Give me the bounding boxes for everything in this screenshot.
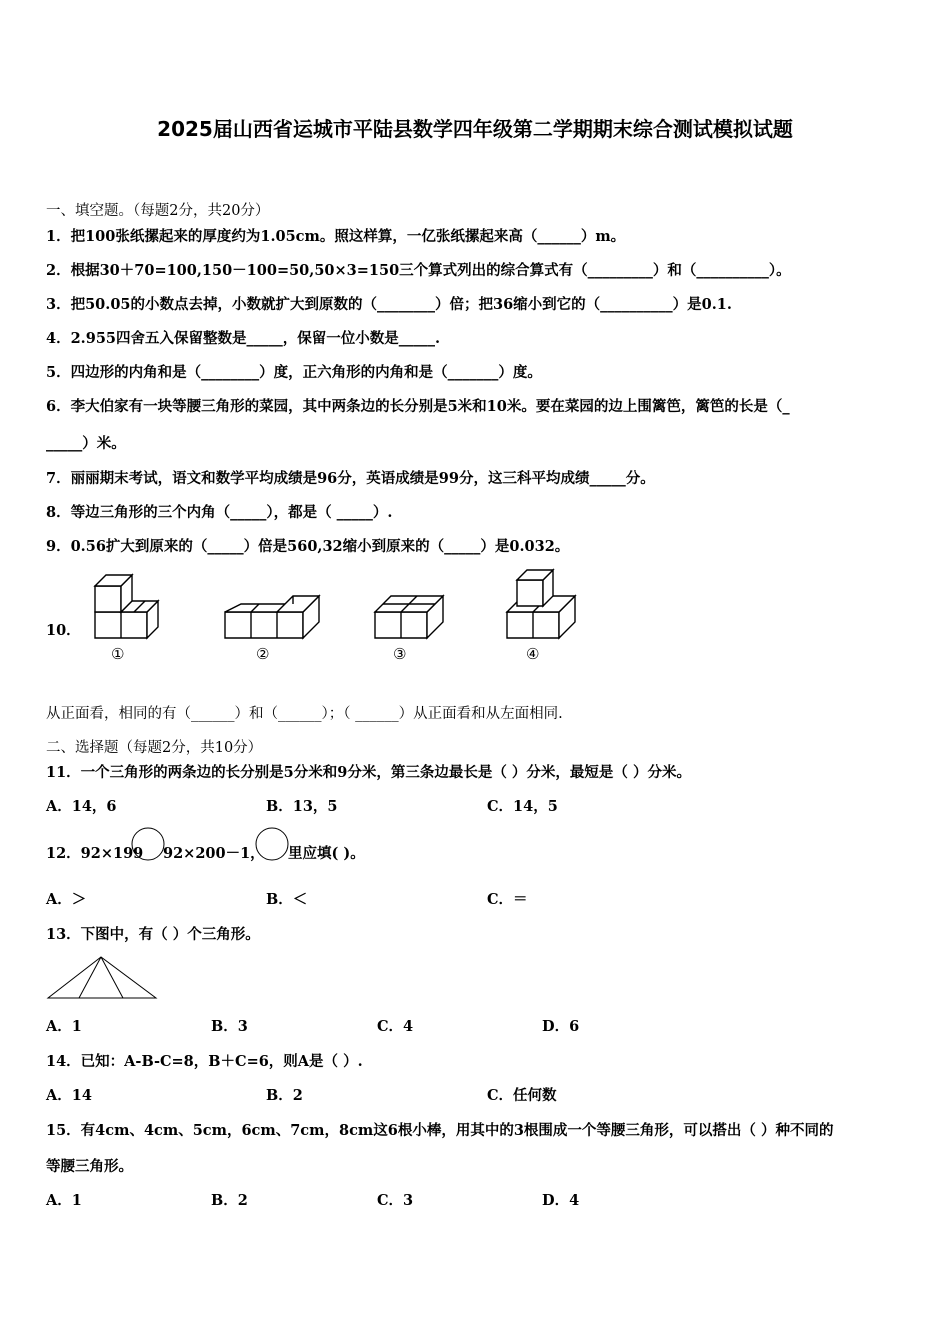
figure-label-1: ①: [111, 645, 125, 663]
question-2: 2．根据30＋70=100,150－100=50,50×3=150三个算式列出的综合算式有（_________）和（__________）。: [46, 262, 791, 279]
question-7: 7．丽丽期末考试，语文和数学平均成绩是96分，英语成绩是99分，这三科平均成绩_____分。: [46, 470, 655, 487]
question-12-part-c: 里应填( )。: [288, 845, 365, 862]
figure-label-2: ②: [256, 645, 270, 663]
question-5: 5．四边形的内角和是（________）度，正六角形的内角和是（_______）度。: [46, 364, 542, 381]
question-9: 9．0.56扩大到原来的（_____）倍是560,32缩小到原来的（_____）是0.032。: [46, 538, 570, 555]
question-13: 13．下图中，有（ ）个三角形。: [46, 926, 260, 943]
question-1: 1．把100张纸摞起来的厚度约为1.05cm。照这样算，一亿张纸摞起来高（______）m。: [46, 228, 626, 245]
q15-option-d: D．4: [542, 1192, 580, 1209]
q15-option-b: B．2: [211, 1192, 248, 1209]
q12-option-a: A．＞: [46, 891, 87, 908]
figure-label-3: ③: [393, 645, 407, 663]
q13-option-a: A．1: [46, 1018, 82, 1035]
cube-figure-1: [90, 575, 170, 641]
q14-option-c: C．任何数: [487, 1087, 557, 1104]
question-12-part-a: 12．92×199: [46, 845, 144, 862]
question-10-text: 从正面看，相同的有（______）和（______）；（ ______）从正面看和从左面相同.: [46, 706, 563, 722]
q13-option-b: B．3: [211, 1018, 248, 1035]
q13-option-c: C．4: [377, 1018, 414, 1035]
question-3: 3．把50.05的小数点去掉，小数就扩大到原数的（________）倍；把36缩小到它的（__________）是0.1.: [46, 296, 732, 313]
cube-figure-3: [372, 593, 448, 641]
q11-option-b: B．13，5: [266, 798, 338, 815]
section-heading-choice: 二、选择题（每题2分，共10分）: [46, 740, 263, 756]
q11-option-a: A．14，6: [46, 798, 117, 815]
question-6-cont: _____）米。: [46, 435, 126, 452]
question-12-part-b: 92×200－1，: [163, 845, 265, 862]
question-15: 15．有4cm、4cm、5cm，6cm、7cm，8cm这6根小棒，用其中的3根围成一个等腰三角形，可以搭出（ ）种不同的: [46, 1122, 834, 1139]
section-heading-fill: 一、填空题。（每题2分，共20分）: [46, 203, 270, 219]
q15-option-c: C．3: [377, 1192, 414, 1209]
circle-blank-2: [255, 826, 289, 862]
q14-option-a: A．14: [46, 1087, 92, 1104]
q12-option-b: B．＜: [266, 891, 308, 908]
question-4: 4．2.955四舍五入保留整数是_____，保留一位小数是_____.: [46, 330, 441, 347]
circle-blank-1: [131, 826, 165, 862]
question-6: 6．李大伯家有一块等腰三角形的菜园，其中两条边的长分别是5米和10米。要在菜园的边上围篱笆，篱笆的长是（_: [46, 398, 790, 415]
q12-option-c: C．＝: [487, 891, 528, 908]
cube-figure-4: [504, 566, 584, 642]
question-15-cont: 等腰三角形。: [46, 1158, 133, 1175]
cube-figure-2: [222, 593, 322, 641]
q11-option-c: C．14，5: [487, 798, 558, 815]
question-11: 11．一个三角形的两条边的长分别是5分米和9分米，第三条边最长是（ ）分米，最短是（ ）分米。: [46, 764, 691, 781]
question-8: 8．等边三角形的三个内角（_____），都是（ _____）.: [46, 504, 393, 521]
q15-option-a: A．1: [46, 1192, 82, 1209]
question-10-number: 10．: [46, 622, 81, 639]
q14-option-b: B．2: [266, 1087, 303, 1104]
q13-option-d: D．6: [542, 1018, 580, 1035]
page-title: 2025届山西省运城市平陆县数学四年级第二学期期末综合测试模拟试题: [157, 117, 793, 141]
question-14: 14．已知：A-B-C=8，B＋C=6，则A是（ ）.: [46, 1053, 363, 1070]
triangle-figure: [46, 955, 160, 1001]
figure-label-4: ④: [526, 645, 540, 663]
